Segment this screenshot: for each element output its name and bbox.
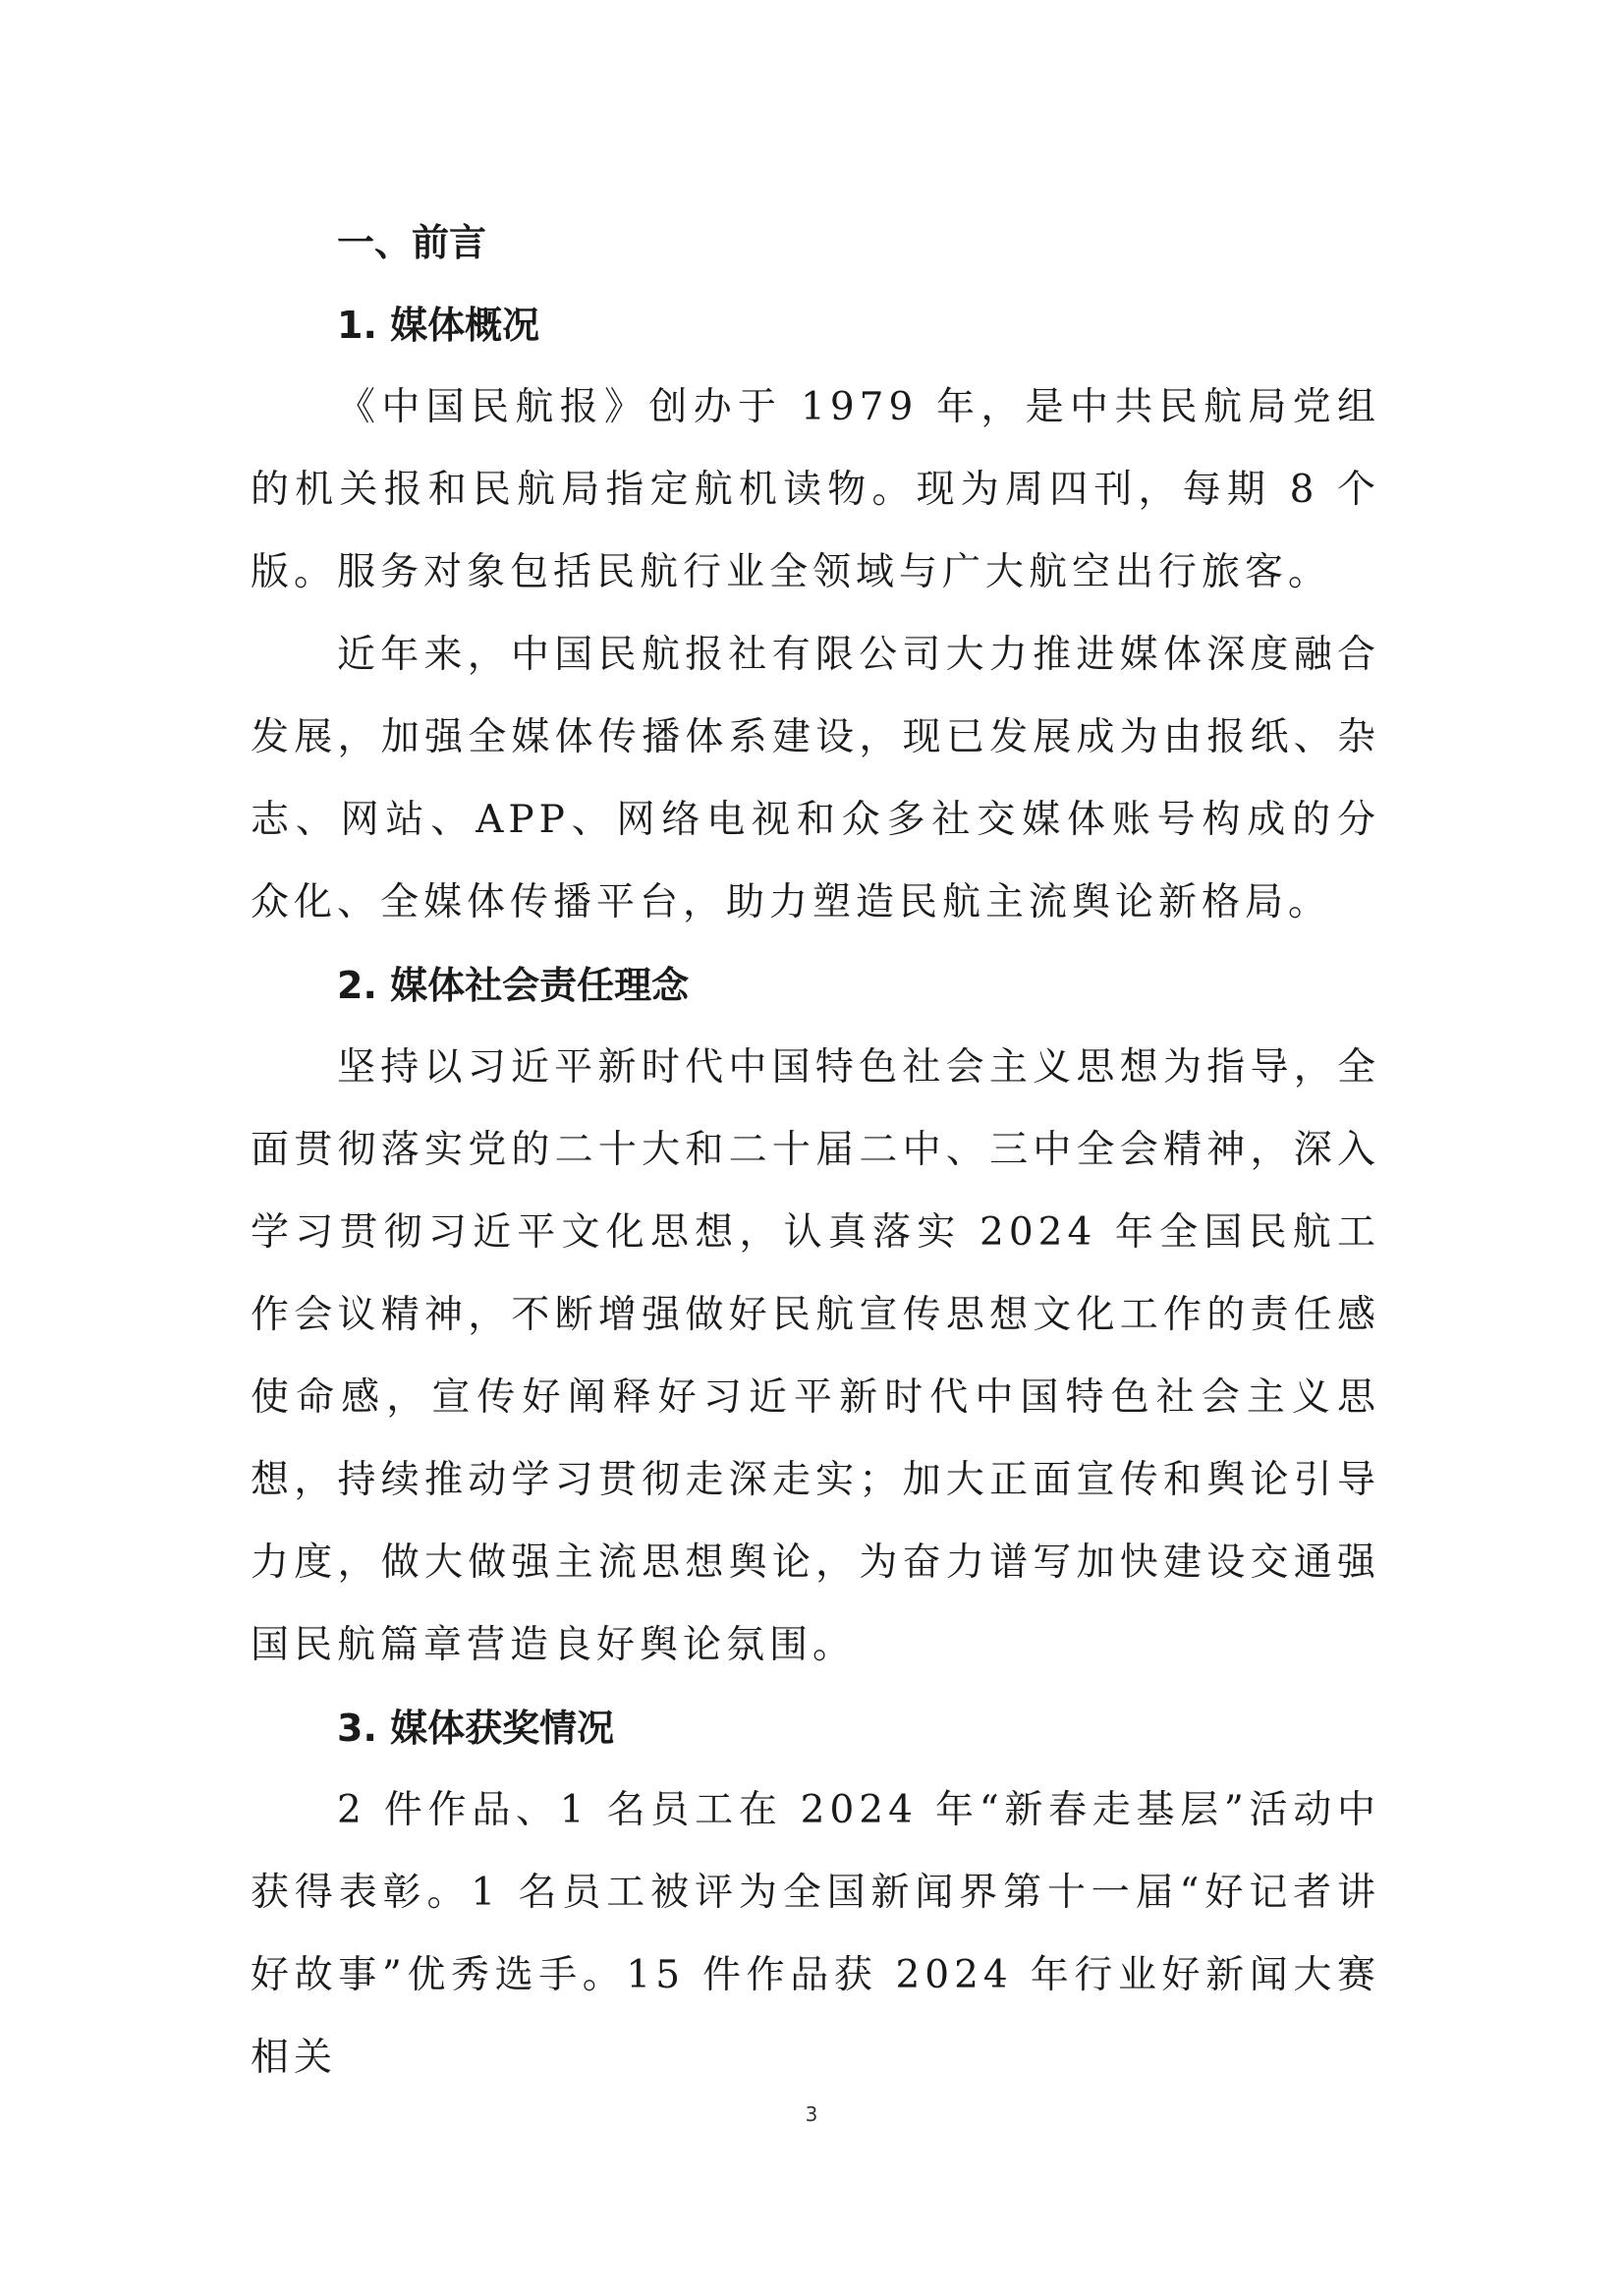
page-number: 3	[805, 2102, 818, 2126]
subheading-awards: 3. 媒体获奖情况	[337, 1707, 615, 1750]
subheading-media-overview: 1. 媒体概况	[337, 304, 540, 347]
section-heading-preface: 一、前言	[337, 221, 487, 264]
paragraph-media-overview-1: 《中国民航报》创办于 1979 年，是中共民航局党组的机关报和民航局指定航机读物。现为周四刊，每期 8 个版。服务对象包括民航行业全领域与广大航空出行旅客。	[251, 385, 1380, 594]
page-content	[251, 201, 1380, 2100]
paragraph-awards: 2 件作品、1 名员工在 2024 年“新春走基层”活动中获得表彰。1 名员工被评为全国新闻界第十一届“好记者讲好故事”优秀选手。15 件作品获 2024 年行业好新闻大赛相关	[251, 1788, 1380, 2080]
paragraph-social-responsibility: 坚持以习近平新时代中国特色社会主义思想为指导，全面贯彻落实党的二十大和二十届二中、三中全会精神，深入学习贯彻习近平文化思想，认真落实 2024 年全国民航工作会议精神，不断增强做好民航宣传思想文化工作的责任感使命感，宣传好阐释好习近平新时代中国特色社会主义思想，持续推动学习贯彻走深走实；加大正面宣传和舆论引导力度，做大做强主流思想舆论，为奋力谱写加快建设交通强国民航篇章营造良好舆论氛围。	[251, 1045, 1380, 1667]
subheading-social-responsibility: 2. 媒体社会责任理念	[337, 964, 690, 1007]
paragraph-media-overview-2: 近年来，中国民航报社有限公司大力推进媒体深度融合发展，加强全媒体传播体系建设，现已发展成为由报纸、杂志、网站、APP、网络电视和众多社交媒体账号构成的分众化、全媒体传播平台，助力塑造民航主流舆论新格局。	[251, 633, 1380, 924]
